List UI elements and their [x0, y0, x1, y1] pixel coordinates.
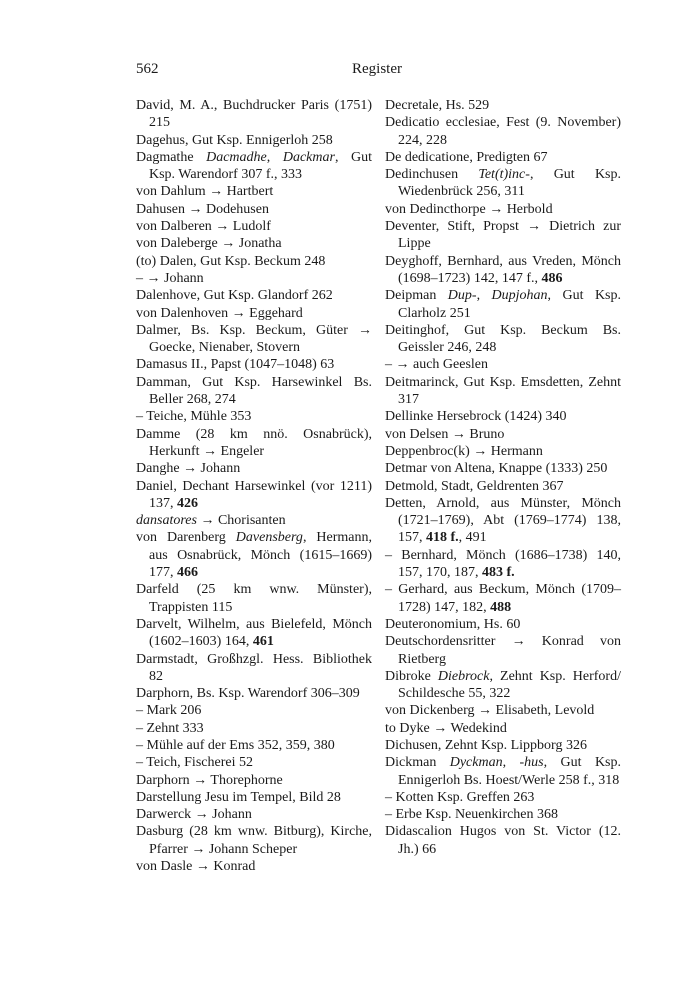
- index-entry: Darmstadt, Großhzgl. Hess. Bibliothek 82: [136, 651, 372, 684]
- index-entry: Deuteronomium, Hs. 60: [385, 616, 521, 632]
- index-entry: Deitmarinck, Gut Ksp. Emsdetten, Zehnt 317: [385, 374, 621, 408]
- index-entry: Damme (28 km nnö. Osnabrück), Herkunft → Engeler: [136, 426, 372, 459]
- index-entry: – Mühle auf der Ems 352, 359, 380: [136, 737, 335, 753]
- page-number: 562: [136, 61, 159, 77]
- index-entry: Deipman Dup-, Dupjohan, Gut Ksp. Clarholz 251: [385, 288, 622, 321]
- index-entry: Dasburg (28 km wnw. Bitburg), Kirche, Pfarrer → Johann Scheper: [136, 824, 372, 857]
- index-entry: Dedicatio ecclesiae, Fest (9. November) 224, 228: [385, 115, 621, 148]
- index-entry: – Teich, Fischerei 52: [136, 755, 253, 771]
- index-entry: Decretale, Hs. 529: [385, 98, 490, 113]
- right-index-column: [385, 97, 621, 858]
- index-entry: to Dyke → Wedekind: [385, 720, 507, 736]
- index-entry: Damman, Gut Ksp. Harsewinkel Bs. Beller 268, 274: [136, 374, 372, 408]
- index-entry: von Daleberge → Jonatha: [136, 236, 282, 252]
- index-entry: Dedinchusen Tet(t)inc-, Gut Ksp. Wiedenbrück 256, 311: [385, 167, 621, 200]
- left-index-column: [136, 97, 372, 875]
- index-entry: – Gerhard, aus Beckum, Mönch (1709–1728) 147, 182, 488: [385, 582, 621, 615]
- index-entry: von Dalberen → Ludolf: [136, 219, 271, 235]
- index-entry: – Mark 206: [136, 703, 202, 719]
- index-entry: – Erbe Ksp. Neuenkirchen 368: [385, 807, 559, 823]
- index-entry: Darphorn → Thorephorne: [136, 772, 283, 788]
- index-entry: – Bernhard, Mönch (1686–1738) 140, 157, 170, 187, 483 f.: [385, 547, 621, 581]
- index-entry: De dedicatione, Predigten 67: [385, 149, 548, 165]
- index-entry: Didascalion Hugos von St. Victor (12. Jh.) 66: [385, 824, 621, 857]
- index-entry: dansatores → Chorisanten: [136, 513, 286, 529]
- index-entry: von Dalenhoven → Eggehard: [136, 305, 303, 321]
- index-entry: Detten, Arnold, aus Münster, Mönch (1721–1769), Abt (1769–1774) 138, 157, 418 f., 491: [385, 495, 621, 546]
- index-entry: – Teiche, Mühle 353: [136, 409, 252, 425]
- index-entry: David, M. A., Buchdrucker Paris (1751) 215: [136, 98, 372, 131]
- index-entry: Deventer, Stift, Propst → Dietrich zur Lippe: [385, 219, 621, 252]
- index-entry: – Kotten Ksp. Greffen 263: [385, 789, 535, 805]
- index-entry: Dahusen → Dodehusen: [136, 201, 269, 217]
- index-entry: Dickman Dyckman, -hus, Gut Ksp. Ennigerloh Bs. Hoest/Werle 258 f., 318: [385, 755, 622, 788]
- index-entry: – → auch Geeslen: [385, 357, 489, 373]
- index-entry: Dalmer, Bs. Ksp. Beckum, Güter → Goecke, Nienaber, Stovern: [136, 322, 372, 356]
- index-entry: von Dahlum → Hartbert: [136, 184, 274, 200]
- index-entry: Darphorn, Bs. Ksp. Warendorf 306–309: [136, 686, 360, 702]
- index-entry: Darwerck → Johann: [136, 807, 252, 823]
- index-entry: – Zehnt 333: [136, 720, 204, 736]
- index-entry: – → Johann: [136, 270, 204, 286]
- index-entry: Detmold, Stadt, Geldrenten 367: [385, 478, 564, 494]
- index-entry: Darstellung Jesu im Tempel, Bild 28: [136, 789, 341, 805]
- index-entry: Damasus II., Papst (1047–1048) 63: [136, 357, 335, 373]
- index-entry: Dalenhove, Gut Ksp. Glandorf 262: [136, 288, 333, 304]
- index-entry: von Dedincthorpe → Herbold: [385, 201, 553, 217]
- index-entry: (to) Dalen, Gut Ksp. Beckum 248: [136, 253, 326, 269]
- index-entry: Deitinghof, Gut Ksp. Beckum Bs. Geissler 246, 248: [385, 322, 621, 356]
- index-entry: Deyghoff, Bernhard, aus Vreden, Mönch (1698–1723) 142, 147 f., 486: [385, 253, 621, 286]
- index-entry: Dellinke Hersebrock (1424) 340: [385, 409, 567, 425]
- index-entry: Darfeld (25 km wnw. Münster), Trappisten 115: [136, 582, 372, 615]
- index-entry: Deutschordensritter → Konrad von Rietberg: [385, 634, 621, 667]
- index-entry: von Darenberg Davensberg, Hermann, aus Osnabrück, Mönch (1615–1669) 177, 466: [136, 530, 373, 581]
- index-entry: Dibroke Diebrock, Zehnt Ksp. Herford/ Schildesche 55, 322: [385, 668, 621, 702]
- index-entry: Dagehus, Gut Ksp. Ennigerloh 258: [136, 132, 333, 148]
- running-header: [136, 61, 618, 81]
- index-entry: Danghe → Johann: [136, 461, 241, 477]
- running-title: Register: [352, 61, 402, 77]
- index-entry: Deppenbroc(k) → Hermann: [385, 443, 543, 459]
- index-entry: von Delsen → Bruno: [385, 426, 505, 442]
- index-entry: Detmar von Altena, Knappe (1333) 250: [385, 461, 608, 477]
- index-entry: Dichusen, Zehnt Ksp. Lippborg 326: [385, 737, 587, 753]
- index-entry: von Dickenberg → Elisabeth, Levold: [385, 703, 595, 719]
- index-entry: Daniel, Dechant Harsewinkel (vor 1211) 137, 426: [136, 478, 372, 511]
- index-entry: Darvelt, Wilhelm, aus Bielefeld, Mönch (1602–1603) 164, 461: [136, 616, 372, 650]
- index-entry: Dagmathe Dacmadhe, Dackmar, Gut Ksp. Warendorf 307 f., 333: [136, 149, 373, 183]
- index-entry: von Dasle → Konrad: [136, 859, 256, 875]
